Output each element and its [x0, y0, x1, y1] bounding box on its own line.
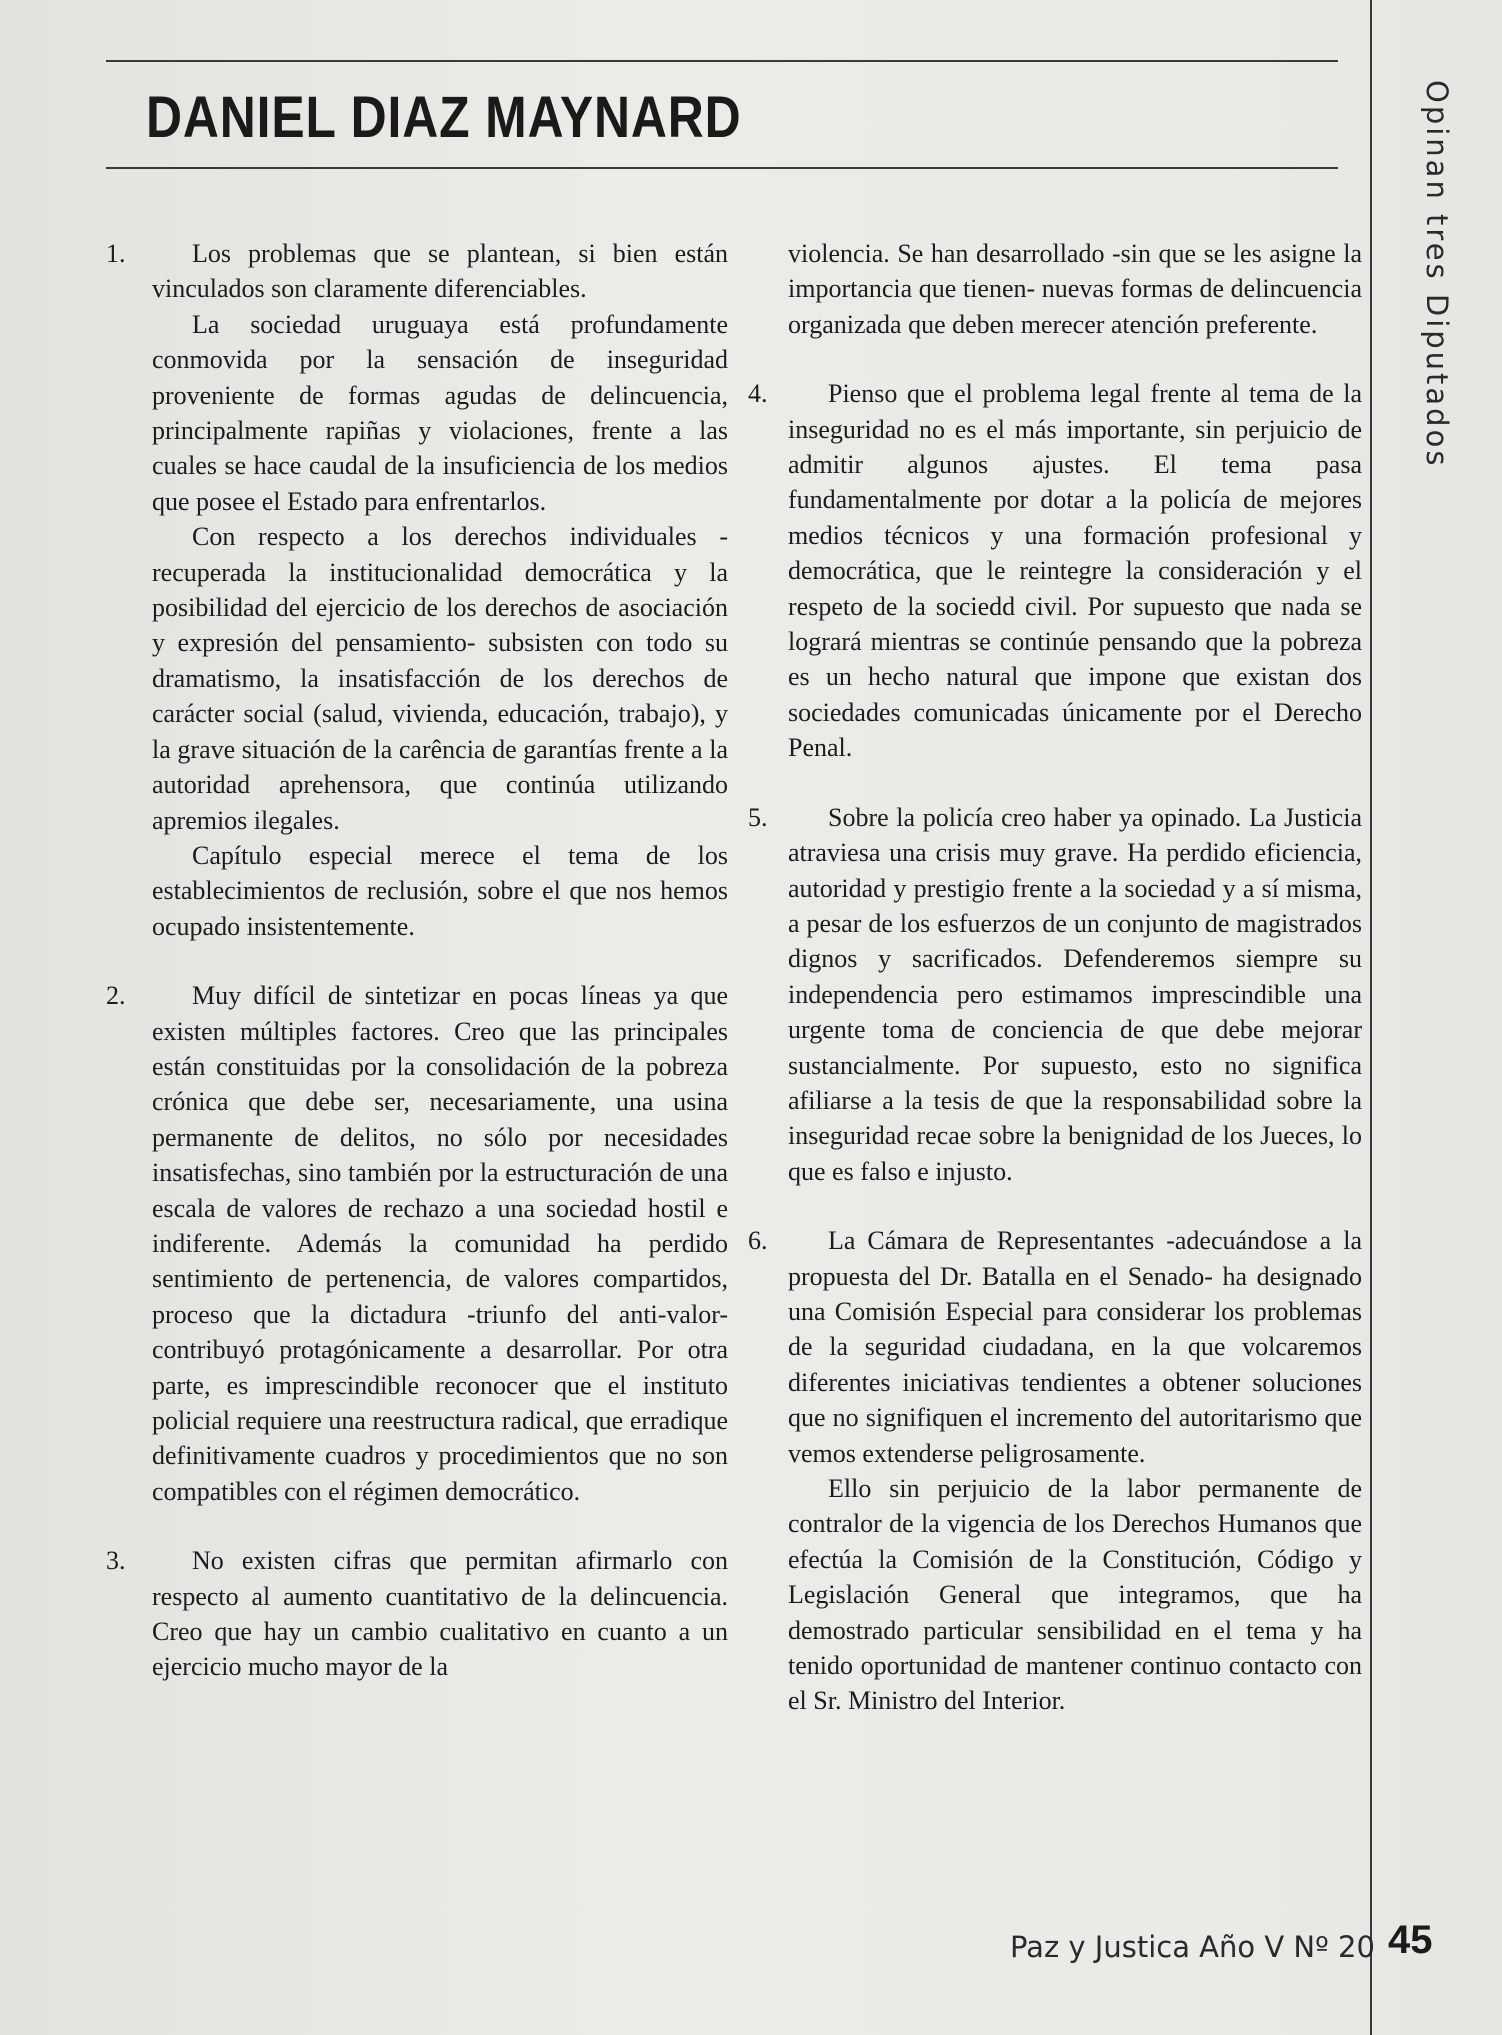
page-number: 45 [1388, 1918, 1433, 1962]
left-column [106, 236, 728, 1719]
author-heading: DANIEL DIAZ MAYNARD [146, 85, 742, 150]
answer-paragraph: Sobre la policía creo haber ya opinado. La Justicia atraviesa una crisis muy grave. Ha perdido eficiencia, autoridad y prestigio frente a la sociedad y a sí misma, a pesar de los esfuerzos de un conjunto de magistrados dignos y sacrificados. Defenderemos siempre su independencia pero estimamos imprescindible una urgente toma de conciencia de que debe mejorar sustancialmente. Por supuesto, esto no significa afiliarse a la tesis de que la responsabilidad sobre la inseguridad recae sobre la benignidad de los Jueces, lo que es falso e injusto. [788, 802, 1362, 1186]
answer-item [748, 236, 1362, 342]
top-rule [106, 60, 1338, 62]
answer-number: 1. [106, 239, 126, 268]
answer-item [106, 1543, 728, 1685]
answer-number: 4. [748, 379, 768, 409]
answer-paragraph: Ello sin perjuicio de la labor permanente de contralor de la vigencia de los Derechos Humanos que efectúa la Comisión de la Constitución, Código y Legislación General que integramos, que ha demostrado particular sensibilidad en el tema y ha tenido oportunidad de mantener continuo contacto con el Sr. Ministro del Interior. [788, 1474, 1362, 1716]
answer-paragraph: No existen cifras que permitan afirmarlo con respecto al aumento cuantitativo de la delincuencia. Creo que hay un cambio cualitativo en cuanto a un ejercicio mucho mayor de la [152, 1546, 728, 1682]
answer-paragraph: violencia. Se han desarrollado -sin que se les asigne la importancia que tienen- nuevas formas de delincuencia organizada que deben merecer atención preferente. [788, 239, 1362, 339]
answer-number: 2. [106, 981, 126, 1011]
answer-item [106, 978, 728, 1509]
answer-item [748, 376, 1362, 765]
answer-paragraph: Capítulo especial merece el tema de los establecimientos de reclusión, sobre el que nos hemos ocupado insistentemente. [152, 840, 728, 941]
answer-number: 6. [748, 1226, 768, 1256]
answer-paragraph: Muy difícil de sintetizar en pocas líneas ya que existen múltiples factores. Creo que las principales están constituidas por la consolidación de la pobreza crónica que debe ser, necesariamente, una usina permanente de delitos, no sólo por necesidades insatisfechas, sino también por la estructuración de una escala de valores de rechazo a una sociedad hostil e indiferente. Además la comunidad ha perdido sentimiento de pertenencia, de valores compartidos, proceso que la dictadura -triunfo del anti-valor- contribuyó protagónicamente a desarrollar. Por otra parte, es imprescindible reconocer que el instituto policial requiere una reestructura radical, que erradique definitivamente cuadros y procedimientos que no son compatibles con el régimen democrático. [152, 981, 728, 1506]
answer-item [748, 800, 1362, 1189]
answer-paragraph: La sociedad uruguaya está profundamente conmovida por la sensación de inseguridad proveniente de formas agudas de delincuencia, principalmente rapiñas y violaciones, frente a las cuales se hace caudal de la insuficiencia de los medios que posee el Estado para enfrentarlos. [152, 309, 728, 516]
answer-paragraph: La Cámara de Representantes -adecuándose a la propuesta del Dr. Batalla en el Senado- ha designado una Comisión Especial para considerar los problemas de la seguridad ciudadana, en la que volcaremos diferentes iniciativas tendientes a obtener soluciones que no signifiquen el incremento del autoritarismo que vemos extenderse peligrosamente. [788, 1226, 1362, 1468]
answer-paragraph: Pienso que el problema legal frente al tema de la inseguridad no es el más importante, sin perjuicio de admitir algunos ajustes. El tema pasa fundamentalmente por dotar a la policía de mejores medios técnicos y una formación profesional y democrática, que le reintegre la consideración y el respeto de la sociedd civil. Por supuesto que nada se logrará mientras se continúe pensando que la pobreza es un hecho natural que impone que existan dos sociedades comunicadas únicamente por el Derecho Penal. [788, 379, 1362, 763]
answer-item [748, 1223, 1362, 1719]
heading-rule [106, 167, 1338, 169]
answer-paragraph: Con respecto a los derechos individuales -recuperada la institucionalidad democrática y la posibilidad del ejercicio de los derechos de asociación y expresión del pensamiento- subsisten con todo su dramatismo, la insatisfacción de los derechos de carácter social (salud, vivienda, educación, trabajo), y la grave situación de la carência de garantías frente a la autoridad aprehensora, que continúa utilizando apremios ilegales. [152, 522, 728, 835]
answer-paragraph: Los problemas que se plantean, si bien están vinculados son claramente diferenciables. [152, 239, 728, 304]
answer-number: 5. [748, 802, 768, 832]
answer-item [106, 236, 728, 944]
publication-footer: Paz y Justica Año V Nº 20 [1010, 1930, 1375, 1964]
right-column [748, 236, 1362, 1753]
side-divider [1370, 0, 1372, 2035]
answer-number: 3. [106, 1546, 126, 1576]
section-side-title: Opinan tres Diputados [1420, 80, 1454, 469]
